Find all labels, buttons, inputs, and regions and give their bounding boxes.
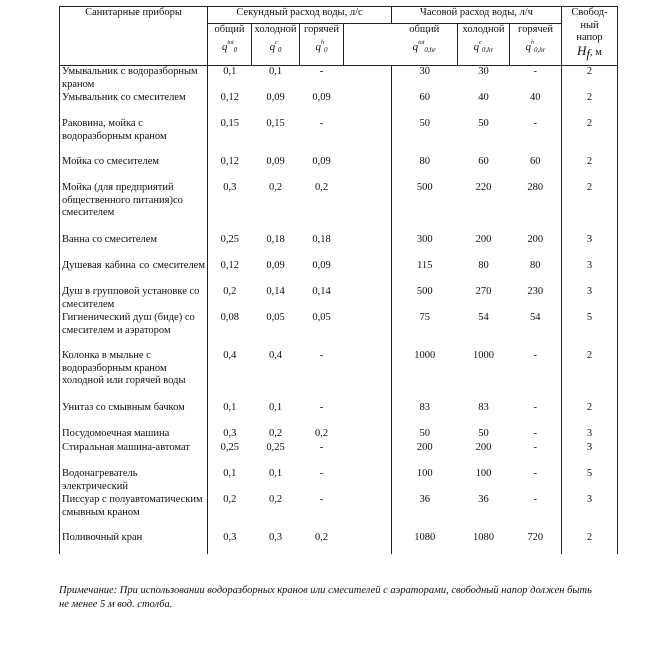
header-hr-total <box>392 24 458 66</box>
fixture-name: Мойка (для предприятий общественного питания)со смесителем <box>60 182 208 234</box>
cell-spacer <box>344 402 392 428</box>
header-hr-hot-label: горячей <box>518 24 553 36</box>
table-row <box>60 312 618 350</box>
cell-q-h: - <box>319 350 324 361</box>
symbol-qhr-c: $q^c_{0,hr}$ <box>473 39 494 54</box>
cell-hf: 5 <box>562 468 618 494</box>
cell-spacer <box>344 312 392 350</box>
fixtures-flow-table <box>59 6 618 554</box>
header-hr-cold <box>458 24 510 66</box>
cell-q-c: 0,09 <box>266 260 285 271</box>
cell-q-c: 0,14 <box>266 286 285 297</box>
cell-q-h: - <box>319 402 324 413</box>
table-row <box>60 286 618 312</box>
cell-q-c: 0,2 <box>268 428 283 439</box>
cell-qh-tot: 300 <box>416 234 433 245</box>
fixture-name: Колонка в мыльне с водоразборным краном холодной или горячей воды <box>60 350 208 402</box>
fixture-name: Раковина, мойка с водоразборным краном <box>60 118 208 156</box>
fixture-name: Посудомоечная машина <box>60 428 208 442</box>
cell-hf: 3 <box>562 286 618 312</box>
fixture-name: Стиральная машина-автомат <box>60 442 208 468</box>
cell-qh-c: 200 <box>475 234 492 245</box>
cell-q-tot: 0,12 <box>220 260 239 271</box>
pressure-symbol-h: H <box>577 42 587 58</box>
cell-qh-h: - <box>533 494 537 505</box>
cell-q-tot: 0,3 <box>223 182 237 193</box>
cell-qh-h: - <box>533 442 537 453</box>
cell-qh-h: 54 <box>530 312 541 323</box>
cell-qh-h: 230 <box>527 286 544 297</box>
cell-qh-c: 50 <box>478 118 489 129</box>
cell-q-h: 0,09 <box>312 92 331 103</box>
cell-q-tot: 0,3 <box>223 428 237 439</box>
cell-hf: 2 <box>562 182 618 234</box>
cell-qh-h: 720 <box>527 532 544 543</box>
cell-qh-tot: 50 <box>419 118 430 129</box>
cell-hf: 2 <box>562 350 618 402</box>
cell-q-tot: 0,15 <box>220 118 239 129</box>
cell-q-h: 0,2 <box>314 182 329 193</box>
cell-qh-h: - <box>533 428 537 439</box>
header-fixtures: Санитарные приборы <box>60 7 208 66</box>
cell-q-h: 0,09 <box>312 260 331 271</box>
cell-qh-h: - <box>533 402 537 413</box>
table-row <box>60 402 618 428</box>
table-row <box>60 182 618 234</box>
cell-spacer <box>344 442 392 468</box>
cell-qh-tot: 115 <box>417 260 433 271</box>
cell-q-c: 0,09 <box>266 92 285 103</box>
table-body <box>60 66 618 555</box>
fixture-name: Поливочный кран <box>60 532 208 554</box>
cell-hf: 2 <box>562 66 618 93</box>
table-note: Примечание: При использовании водоразборных кранов или смесителей с аэраторами, свободный напор должен быть не менее 5 м вод. столба. <box>59 585 592 610</box>
cell-spacer <box>344 350 392 402</box>
header-hr-total-label: общий <box>409 24 440 36</box>
cell-q-c: 0,2 <box>268 182 283 193</box>
cell-q-h: 0,2 <box>314 428 329 439</box>
symbol-q-c: $q^c_0$ <box>269 39 282 54</box>
cell-q-tot: 0,25 <box>220 234 239 245</box>
table-row <box>60 532 618 554</box>
cell-q-c: 0,1 <box>268 402 283 413</box>
cell-qh-h: 40 <box>530 92 541 103</box>
cell-qh-h: 80 <box>530 260 541 271</box>
cell-hf: 5 <box>562 312 618 350</box>
cell-hf: 3 <box>562 260 618 286</box>
table-row <box>60 92 618 118</box>
cell-q-tot: 0,1 <box>223 468 237 479</box>
cell-qh-tot: 200 <box>416 442 433 453</box>
cell-q-h: 0,09 <box>312 156 331 167</box>
cell-q-h: 0,05 <box>312 312 331 323</box>
fixture-name: Душ в групповой установке со смесителем <box>60 286 208 312</box>
cell-qh-c: 270 <box>475 286 492 297</box>
table-row <box>60 442 618 468</box>
table-row <box>60 156 618 182</box>
cell-qh-c: 1000 <box>473 350 494 361</box>
table-row <box>60 350 618 402</box>
cell-qh-c: 83 <box>478 402 489 413</box>
cell-hf: 3 <box>562 234 618 260</box>
cell-q-h: 0,2 <box>314 532 329 543</box>
cell-q-h: - <box>319 118 324 129</box>
cell-q-c: 0,1 <box>268 468 283 479</box>
cell-q-c: 0,18 <box>266 234 285 245</box>
cell-q-c: 0,25 <box>266 442 285 453</box>
cell-qh-c: 200 <box>475 442 492 453</box>
cell-spacer <box>344 532 392 554</box>
cell-hf: 3 <box>562 428 618 442</box>
cell-q-h: 0,18 <box>312 234 331 245</box>
cell-q-tot: 0,4 <box>223 350 237 361</box>
header-hr-hot <box>510 24 562 66</box>
cell-spacer <box>344 428 392 442</box>
cell-qh-c: 80 <box>478 260 489 271</box>
cell-q-c: 0,05 <box>266 312 285 323</box>
fixture-name: Водонагреватель электрический <box>60 468 208 494</box>
cell-q-c: 0,09 <box>266 156 285 167</box>
cell-spacer <box>344 118 392 156</box>
cell-q-h: - <box>319 442 324 453</box>
cell-qh-c: 54 <box>478 312 489 323</box>
cell-qh-c: 100 <box>475 468 492 479</box>
header-sec-hot <box>300 24 344 66</box>
header-hour-flow: Часовой расход воды, л/ч <box>392 7 562 24</box>
cell-q-tot: 0,1 <box>223 402 237 413</box>
table-row <box>60 118 618 156</box>
cell-qh-tot: 1080 <box>414 532 436 543</box>
cell-qh-tot: 500 <box>416 182 433 193</box>
cell-q-c: 0,15 <box>266 118 285 129</box>
header-sec-total <box>208 24 252 66</box>
cell-q-tot: 0,2 <box>223 494 237 505</box>
cell-hf: 2 <box>562 92 618 118</box>
cell-qh-h: - <box>533 350 537 361</box>
cell-qh-c: 1080 <box>473 532 494 543</box>
cell-q-h: - <box>319 66 324 77</box>
cell-q-c: 0,3 <box>268 532 283 543</box>
cell-hf: 2 <box>562 156 618 182</box>
cell-qh-h: - <box>533 66 537 77</box>
fixture-name: Умывальник с водоразборным краном <box>60 66 208 93</box>
cell-q-tot: 0,1 <box>223 66 237 77</box>
cell-q-c: 0,2 <box>268 494 283 505</box>
cell-spacer <box>344 182 392 234</box>
fixture-name: Унитаз со смывным бачком <box>60 402 208 428</box>
cell-q-tot: 0,3 <box>223 532 237 543</box>
header-hr-cold-label: холодной <box>462 24 505 36</box>
cell-qh-h: - <box>533 118 537 129</box>
header-pressure-symbol <box>564 42 615 61</box>
cell-qh-tot: 60 <box>419 92 430 103</box>
pressure-symbol-f: f <box>586 45 591 61</box>
table-row <box>60 234 618 260</box>
fixture-name: Мойка со смесителем <box>60 156 208 182</box>
cell-qh-h: 280 <box>527 182 544 193</box>
table-row <box>60 494 618 532</box>
cell-qh-tot: 30 <box>419 66 430 77</box>
cell-qh-h: 200 <box>527 234 544 245</box>
cell-q-tot: 0,25 <box>220 442 239 453</box>
symbol-q-tot: $q^{tot}_0$ <box>221 39 238 54</box>
cell-hf: 2 <box>562 532 618 554</box>
header-sec-cold <box>252 24 300 66</box>
fixture-name: Умывальник со смесителем <box>60 92 208 118</box>
table-row <box>60 66 618 93</box>
cell-q-tot: 0,08 <box>220 312 239 323</box>
header-spacer <box>344 24 392 66</box>
cell-qh-h: 60 <box>530 156 541 167</box>
symbol-q-h: $q^h_0$ <box>315 39 328 54</box>
cell-spacer <box>344 92 392 118</box>
cell-spacer <box>344 156 392 182</box>
cell-spacer <box>344 468 392 494</box>
cell-qh-tot: 83 <box>419 402 430 413</box>
cell-hf: 2 <box>562 118 618 156</box>
cell-qh-c: 40 <box>478 92 489 103</box>
cell-qh-c: 220 <box>475 182 492 193</box>
cell-qh-tot: 500 <box>416 286 433 297</box>
cell-qh-c: 60 <box>478 156 489 167</box>
table-row <box>60 260 618 286</box>
cell-qh-c: 36 <box>478 494 489 505</box>
cell-qh-tot: 75 <box>419 312 430 323</box>
cell-qh-tot: 50 <box>419 428 430 439</box>
cell-q-c: 0,1 <box>268 66 283 77</box>
header-sec-hot-label: горячей <box>304 24 339 36</box>
cell-qh-tot: 100 <box>416 468 433 479</box>
cell-spacer <box>344 286 392 312</box>
cell-q-tot: 0,12 <box>220 156 239 167</box>
fixture-name: Гигиенический душ (биде) со смесителем и аэратором <box>60 312 208 350</box>
cell-q-tot: 0,12 <box>220 92 239 103</box>
header-second-flow: Секундный расход воды, л/с <box>208 7 392 24</box>
cell-qh-tot: 1000 <box>414 350 436 361</box>
cell-spacer <box>344 494 392 532</box>
cell-qh-tot: 80 <box>419 156 430 167</box>
fixtures-flow-table-container <box>59 6 617 554</box>
header-sec-cold-label: холодной <box>254 24 297 36</box>
cell-spacer <box>344 260 392 286</box>
cell-q-tot: 0,2 <box>223 286 237 297</box>
fixture-name: Душевая кабина со смесителем <box>60 260 208 286</box>
cell-hf: 3 <box>562 442 618 468</box>
header-pressure <box>562 7 618 66</box>
cell-hf: 3 <box>562 494 618 532</box>
fixture-name: Писсуар с полуавтоматическим смывным краном <box>60 494 208 532</box>
cell-qh-h: - <box>533 468 537 479</box>
cell-qh-c: 30 <box>478 66 489 77</box>
header-sec-total-label: общий <box>214 24 245 36</box>
cell-qh-c: 50 <box>478 428 489 439</box>
symbol-qhr-h: $q^h_{0,hr}$ <box>525 39 546 54</box>
cell-qh-tot: 36 <box>419 494 430 505</box>
table-row <box>60 468 618 494</box>
cell-hf: 2 <box>562 402 618 428</box>
table-row <box>60 428 618 442</box>
header-pressure-label: Свобод-ный напор <box>571 7 608 43</box>
cell-spacer <box>344 234 392 260</box>
pressure-unit: , м <box>590 46 602 58</box>
cell-q-h: - <box>319 468 324 479</box>
cell-q-c: 0,4 <box>268 350 283 361</box>
cell-q-h: - <box>319 494 324 505</box>
symbol-qhr-tot: $q^{tot}_{0,hr}$ <box>412 39 436 54</box>
cell-q-h: 0,14 <box>312 286 331 297</box>
cell-spacer <box>344 66 392 93</box>
fixture-name: Ванна со смесителем <box>60 234 208 260</box>
